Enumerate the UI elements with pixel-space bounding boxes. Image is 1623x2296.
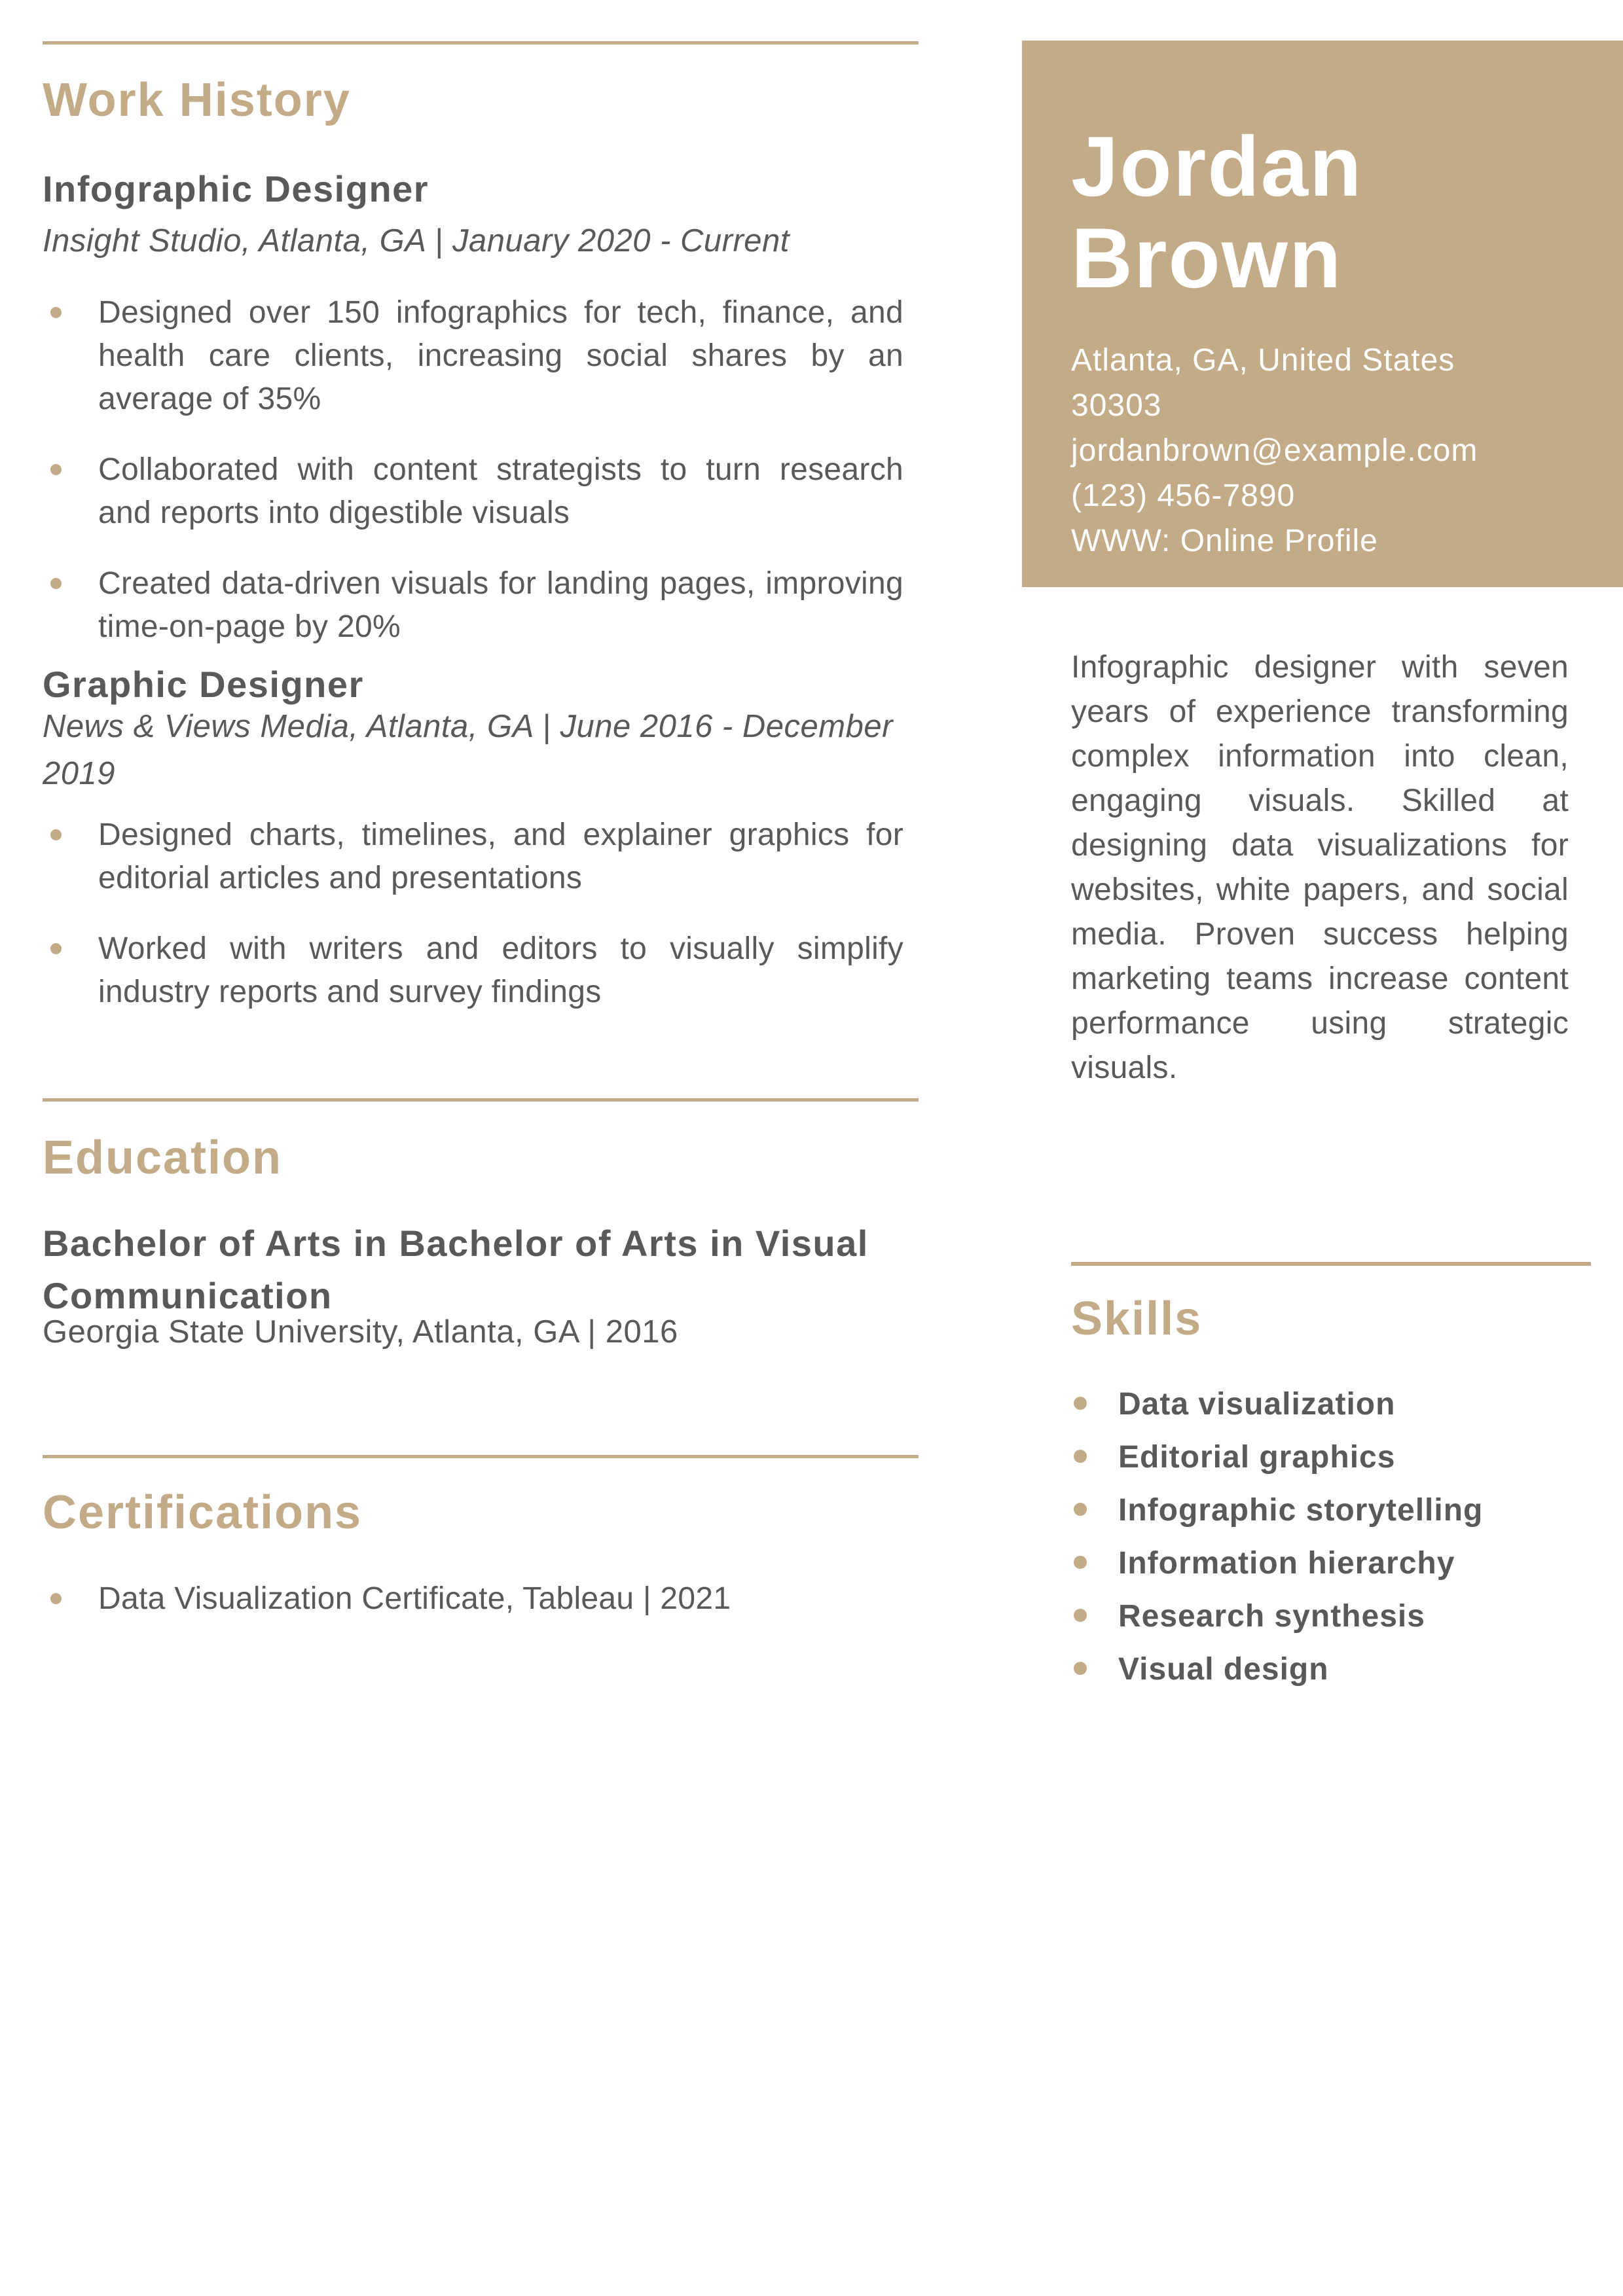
skill-item xyxy=(1071,1654,1591,1685)
certifications-list xyxy=(43,1577,903,1648)
skill-text: Infographic storytelling xyxy=(1118,1493,1484,1528)
education-divider xyxy=(43,1098,919,1102)
bullet-dot-icon xyxy=(1074,1662,1087,1675)
skill-item xyxy=(1071,1442,1591,1473)
bullet-dot-icon xyxy=(50,464,62,475)
job-bullet xyxy=(43,448,903,535)
skill-text: Research synthesis xyxy=(1118,1599,1425,1634)
professional-summary: Infographic designer with seven years of experience transforming complex information into clean, engaging visuals. Skilled at designing data visualizations for websites, white papers, and social media. Proven success helping marketing teams increase content performance using strategic visuals. xyxy=(1071,650,1569,1085)
job-bullet xyxy=(43,927,903,1014)
job-bullets-infographic-designer xyxy=(43,291,903,676)
skill-text: Data visualization xyxy=(1118,1387,1396,1422)
contact-phone: (123) 456-7890 xyxy=(1071,478,1296,513)
skill-text: Visual design xyxy=(1118,1652,1329,1687)
contact-email: jordanbrown@example.com xyxy=(1071,433,1478,468)
skill-item xyxy=(1071,1601,1591,1632)
job-title-graphic-designer: Graphic Designer xyxy=(43,664,364,705)
bullet-dot-icon xyxy=(50,1593,62,1604)
job-bullet xyxy=(43,291,903,421)
job-bullet-text: Created data-driven visuals for landing pages, improving time-on-page by 20% xyxy=(98,566,903,644)
bullet-dot-icon xyxy=(50,829,62,840)
skill-text: Editorial graphics xyxy=(1118,1440,1396,1475)
certification-item xyxy=(43,1577,903,1621)
job-bullets-graphic-designer xyxy=(43,814,903,1041)
work-history-divider xyxy=(43,41,919,45)
certification-text: Data Visualization Certificate, Tableau | 2021 xyxy=(98,1581,731,1616)
bullet-dot-icon xyxy=(1074,1609,1087,1622)
contact-info xyxy=(1071,338,1478,564)
skills-divider xyxy=(1071,1262,1591,1266)
bullet-dot-icon xyxy=(50,578,62,589)
education-degree: Bachelor of Arts in Bachelor of Arts in Visual Communication xyxy=(43,1223,869,1316)
certifications-divider xyxy=(43,1455,919,1458)
job-meta-infographic-designer: Insight Studio, Atlanta, GA | January 2020 - Current xyxy=(43,223,790,259)
bullet-dot-icon xyxy=(1074,1450,1087,1463)
education-heading: Education xyxy=(43,1132,283,1184)
bullet-dot-icon xyxy=(50,943,62,954)
job-bullet xyxy=(43,562,903,649)
certifications-heading: Certifications xyxy=(43,1486,363,1539)
job-title-infographic-designer: Infographic Designer xyxy=(43,168,429,209)
job-bullet-text: Designed charts, timelines, and explainer graphics for editorial articles and presentations xyxy=(98,817,903,895)
job-bullet-text: Worked with writers and editors to visually simplify industry reports and survey findings xyxy=(98,931,903,1009)
person-name xyxy=(1071,120,1362,304)
skills-heading: Skills xyxy=(1071,1293,1203,1345)
job-meta-graphic-designer: News & Views Media, Atlanta, GA | June 2016 - December 2019 xyxy=(43,709,893,791)
contact-zip: 30303 xyxy=(1071,388,1162,423)
skill-text: Information hierarchy xyxy=(1118,1546,1455,1581)
bullet-dot-icon xyxy=(1074,1503,1087,1516)
skill-item xyxy=(1071,1548,1591,1579)
bullet-dot-icon xyxy=(50,307,62,318)
name-header-block xyxy=(1022,41,1623,587)
bullet-dot-icon xyxy=(1074,1556,1087,1569)
education-school: Georgia State University, Atlanta, GA | 2016 xyxy=(43,1314,678,1350)
job-bullet-text: Collaborated with content strategists to turn research and reports into digestible visuals xyxy=(98,452,903,530)
contact-website: WWW: Online Profile xyxy=(1071,524,1378,558)
skill-item xyxy=(1071,1389,1591,1420)
contact-location: Atlanta, GA, United States xyxy=(1071,343,1455,378)
job-bullet-text: Designed over 150 infographics for tech, finance, and health care clients, increasing social shares by an average of 35% xyxy=(98,295,903,416)
work-history-heading: Work History xyxy=(43,74,351,126)
person-first-name: Jordan xyxy=(1071,118,1363,214)
bullet-dot-icon xyxy=(1074,1397,1087,1410)
person-last-name: Brown xyxy=(1071,210,1343,306)
job-bullet xyxy=(43,814,903,900)
skill-item xyxy=(1071,1495,1591,1526)
skills-list xyxy=(1071,1389,1591,1707)
